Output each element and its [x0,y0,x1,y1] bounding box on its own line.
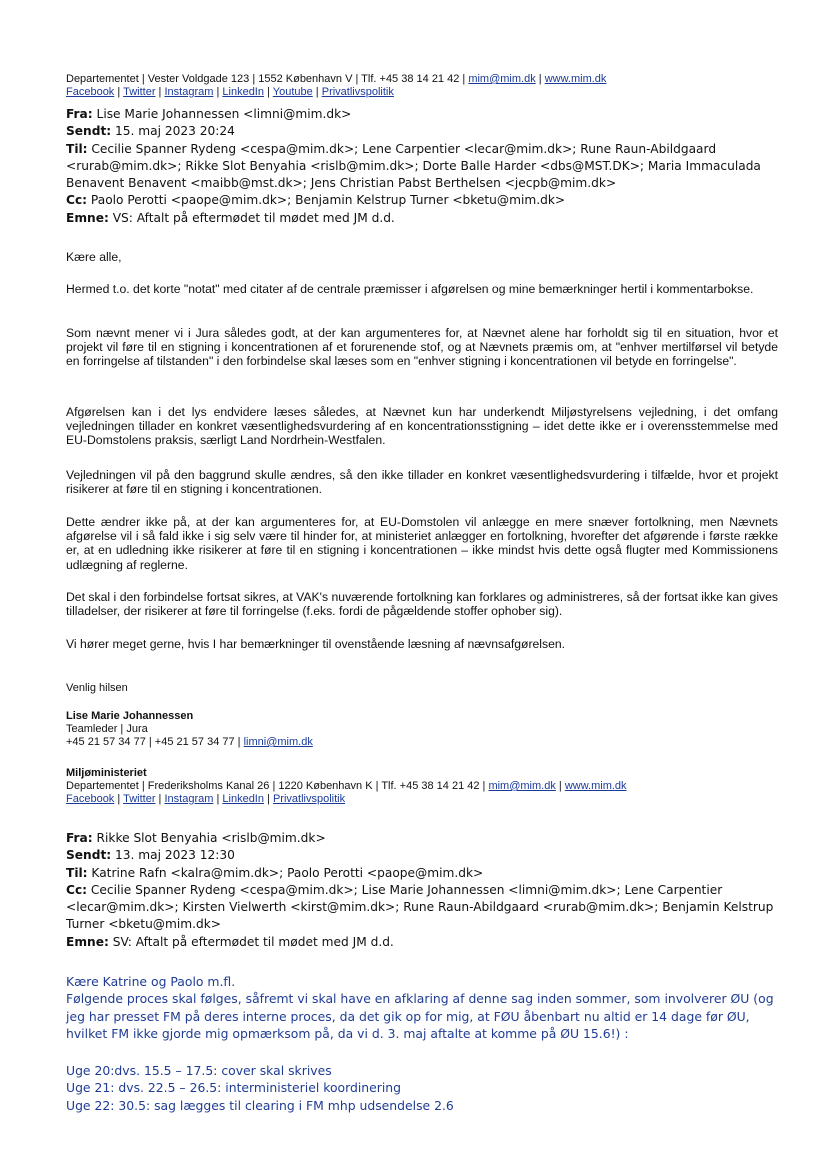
privacy-policy-link[interactable]: Privatlivspolitik [321,86,394,98]
email2-from: Rikke Slot Benyahia <rislb@mim.dk> [96,831,326,845]
top-contact-email-link[interactable]: mim@mim.dk [468,73,536,85]
email1-paragraph-2-block [66,326,778,369]
email1-header [66,106,778,227]
signature-email-link[interactable]: limni@mim.dk [243,736,313,748]
email1-paragraph: Hermed t.o. det korte "notat" med citater af de centrale præmisser i afgørelsen og mine bemærkninger hertil i kommentarbokse. [66,282,754,296]
email1-body [66,250,778,264]
email2-to-row [66,865,778,882]
twitter-link[interactable]: Twitter [123,86,156,98]
youtube-link[interactable]: Youtube [272,86,313,98]
top-contact-block [66,73,778,99]
email1-paragraph: Det skal i den forbindelse fortsat sikres, at VAK's nuværende fortolkning kan forklares og administreres, så der fortsat ikke kan gives tilladelser, der risikerer at føre til forringelse (f.eks. fordi de pågældende stoffer ophober sig). [66,590,778,619]
email2-cc-row [66,882,778,934]
schedule-item: Uge 22: 30.5: sag lægges til clearing i FM mhp udsendelse 2.6 [66,1097,454,1113]
email1-cc-row [66,192,778,209]
email1-paragraph: Vejledningen vil på den baggrund skulle ændres, så den ikke tillader en konkret væsentlighedsvurdering i tilfælde, hvor et projekt risikerer at føre til en stigning i koncentrationen. [66,468,778,497]
email1-from-row [66,106,778,123]
org-web-link[interactable]: www.mim.dk [564,780,627,792]
email1-greeting: Kære alle, [66,250,122,264]
email2-cc: Cecilie Spanner Rydeng <cespa@mim.dk>; Lise Marie Johannessen <limni@mim.dk>; Lene Carpentier <lecar@mim.dk>; Kirsten Vielwerth <kirst@mim.dk>; Rune Raun-Abildgaard <rurab@mim.dk>; Benjamin Kelstrup Turner <bketu@mim.dk> [66,882,774,932]
email2-paragraph: Følgende proces skal følges, såfremt vi skal have en afklaring af denne sag inden sommer, som involverer ØU (og jeg har presset FM på deres interne proces, da det gik op for mig, at FØU åbenbart nu altid er 14 dage før ØU, hvilket FM ikke gjorde mig opmærksom på, da vi d. 3. maj aftalte at komme på ØU 15.6!) : [66,991,774,1041]
org-address-line [66,780,778,793]
top-contact-address-line [66,73,778,86]
org-block [66,767,778,806]
linkedin-link[interactable]: LinkedIn [222,86,264,98]
facebook-link[interactable]: Facebook [66,793,115,805]
email2-to: Katrine Rafn <kalra@mim.dk>; Paolo Perotti <paope@mim.dk> [91,865,484,880]
email1-subject-row [66,210,778,227]
email1-paragraph: Som nævnt mener vi i Jura således godt, at der kan argumenteres for, at Nævnet alene har forholdt sig til en situation, hvor et projekt vil føre til en stigning i koncentrationen af et forurenende stof, og at Nævnets præmis om, at "enhver mertilførsel vil betyde en forringelse af tilstanden" i den forbindelse skal læses som en "enhver stigning i koncentrationen vil betyde en forringelse". [66,326,778,369]
email1-paragraph-5-block [66,515,778,572]
email1-closing-block [66,682,778,695]
signature-phones: +45 21 57 34 77 | +45 21 57 34 77 | [66,736,244,748]
top-contact-address: Departementet | Vester Voldgade 123 | 1552 København V | Tlf. +45 38 14 21 42 | [66,73,469,85]
cc-label: Cc: [66,193,88,208]
signature-block [66,710,778,749]
org-name: Miljøministeriet [66,767,147,779]
signature-name: Lise Marie Johannessen [66,710,194,722]
org-social-links: Facebook | Twitter | Instagram | LinkedIn | Privatlivspolitik [66,793,346,805]
email1-from: Lise Marie Johannessen <limni@mim.dk> [96,107,352,121]
email2-schedule [66,1062,778,1114]
email2-sent: 13. maj 2023 12:30 [115,848,235,863]
email1-paragraph-6-block [66,590,778,618]
email2-greeting: Kære Katrine og Paolo m.fl. [66,974,236,989]
email2-body [66,973,778,1042]
email1-paragraph-3-block [66,405,778,448]
from-label: Fra: [66,107,93,121]
schedule-item: Uge 21: dvs. 22.5 – 26.5: interministeriel koordinering [66,1080,402,1096]
email2-subject: SV: Aftalt på eftermødet til mødet med JM d.d. [112,934,394,949]
email1-paragraph: Dette ændrer ikke på, at der kan argumenteres for, at EU-Domstolen vil anlægge en mere snæver fortolkning, men Nævnets afgørelse vil i så fald ikke i sig selv være til hinder for, at ministeriet anlægger en fortolkning, hvorefter det afgørende i første række er, at en udledning ikke risikerer at føre til en stigning i koncentrationen – ikke mindst hvis dette også flugter med Kommissionens udlægning af reglerne. [66,515,778,572]
to-label: Til: [66,865,88,880]
email2-from-row [66,830,778,847]
separator: | [555,780,565,792]
facebook-link[interactable]: Facebook [66,86,115,98]
email1-sent-row [66,123,778,140]
email1-paragraph: Vi hører meget gerne, hvis I har bemærkninger til ovenstående læsning af nævnsafgørelsen. [66,637,566,651]
sent-label: Sendt: [66,848,112,863]
email1-to-row [66,141,778,193]
separator: | [535,73,545,85]
email1-paragraph-7-block [66,637,778,651]
instagram-link[interactable]: Instagram [164,793,214,805]
email1-subject: VS: Aftalt på eftermødet til mødet med JM d.d. [112,210,395,225]
linkedin-link[interactable]: LinkedIn [222,793,264,805]
org-email-link[interactable]: mim@mim.dk [488,780,556,792]
org-address: Departementet | Frederiksholms Kanal 26 | 1220 København K | Tlf. +45 38 14 21 42 | [66,780,489,792]
email1-cc: Paolo Perotti <paope@mim.dk>; Benjamin Kelstrup Turner <bketu@mim.dk> [90,193,566,208]
signature-title: Teamleder | Jura [66,723,148,735]
subject-label: Emne: [66,934,109,949]
sent-label: Sendt: [66,124,112,139]
signature-phone-line [66,736,778,749]
email1-paragraph: Afgørelsen kan i det lys endvidere læses således, at Nævnet kun har underkendt Miljøstyrelsens vejledning, i det omfang vejledningen tillader en konkret væsentlighedsvurdering af en koncentrationsstigning – idet dette ikke er i overensstemmelse med EU-Domstolens praksis, særligt Land Nordrhein-Westfalen. [66,405,778,448]
to-label: Til: [66,141,88,156]
top-contact-web-link[interactable]: www.mim.dk [544,73,607,85]
twitter-link[interactable]: Twitter [123,793,156,805]
email1-paragraph-1-block [66,282,778,296]
top-social-links: Facebook | Twitter | Instagram | LinkedIn | Youtube | Privatlivspolitik [66,86,394,98]
email2-header [66,830,778,951]
email1-to: Cecilie Spanner Rydeng <cespa@mim.dk>; Lene Carpentier <lecar@mim.dk>; Rune Raun-Abildgaard <rurab@mim.dk>; Rikke Slot Benyahia <rislb@mim.dk>; Dorte Balle Harder <dbs@MST.DK>; Maria Immaculada Benavent Benavent <maibb@mst.dk>; Jens Christian Pabst Berthelsen <jecpb@mim.dk> [66,141,761,191]
from-label: Fra: [66,831,93,845]
instagram-link[interactable]: Instagram [164,86,214,98]
email1-sent: 15. maj 2023 20:24 [115,124,235,139]
cc-label: Cc: [66,882,88,897]
privacy-policy-link[interactable]: Privatlivspolitik [272,793,346,805]
schedule-item: Uge 20:dvs. 15.5 – 17.5: cover skal skrives [66,1063,332,1078]
email2-subject-row [66,934,778,951]
subject-label: Emne: [66,210,109,225]
email1-paragraph-4-block [66,468,778,496]
email2-sent-row [66,847,778,864]
email1-closing: Venlig hilsen [66,682,128,694]
